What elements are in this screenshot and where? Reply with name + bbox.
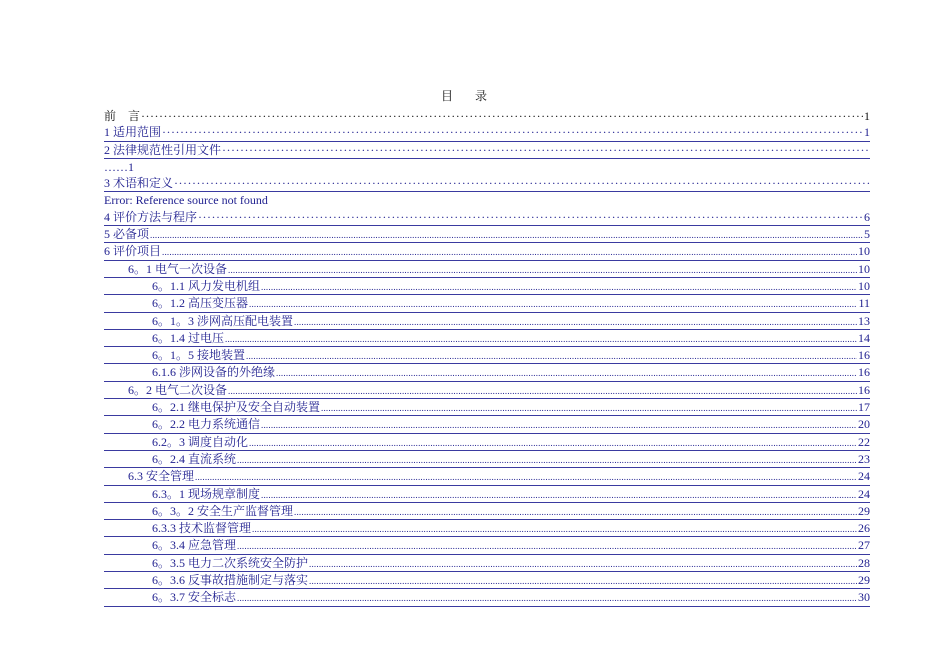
- toc-entry-label: 6。1.1 风力发电机组: [152, 278, 261, 293]
- toc-entry-label: 3 术语和定义: [104, 176, 174, 191]
- toc-entry[interactable]: [104, 451, 870, 468]
- toc-entry-label: 2 法律规范性引用文件: [104, 142, 222, 157]
- toc-leader: [309, 555, 857, 572]
- toc-entry-label: 6。1.4 过电压: [152, 330, 225, 345]
- toc-entry[interactable]: [104, 261, 870, 278]
- toc-entry-norms[interactable]: [104, 142, 870, 159]
- toc-entry-label: 6。1。3 涉网高压配电装置: [152, 313, 294, 328]
- toc-page-number: 17: [858, 400, 870, 415]
- toc-leader: [261, 278, 857, 295]
- table-of-contents: [104, 108, 870, 607]
- toc-page-number: 11: [858, 296, 870, 311]
- toc-entry[interactable]: [104, 468, 870, 485]
- toc-leader: [276, 364, 857, 381]
- toc-leader: [198, 209, 863, 225]
- toc-leader: [174, 175, 870, 191]
- toc-leader: [141, 108, 863, 124]
- toc-leader: [237, 537, 857, 554]
- toc-entry-label: 6.3 安全管理: [128, 469, 195, 484]
- toc-leader: [228, 261, 857, 278]
- toc-entry-label: 6。1.2 高压变压器: [152, 296, 249, 311]
- toc-entry-label: 6。3。2 安全生产监督管理: [152, 503, 294, 518]
- toc-entry[interactable]: [104, 555, 870, 572]
- toc-page-number: 29: [858, 503, 870, 518]
- toc-entry-items[interactable]: [104, 243, 870, 260]
- toc-entry-label: 6.2。3 调度自动化: [152, 434, 249, 449]
- toc-page-number: 20: [858, 417, 870, 432]
- toc-entry-label: 6。2 电气二次设备: [128, 382, 228, 397]
- toc-entry-label: 前 言: [104, 109, 141, 123]
- toc-entry-label: 6 评价项目: [104, 244, 162, 259]
- toc-entry-norms-continued[interactable]: [104, 159, 870, 175]
- toc-entry-label: 6。3.4 应急管理: [152, 538, 237, 553]
- toc-leader: [294, 313, 857, 330]
- toc-page-number: 24: [858, 486, 870, 501]
- toc-entry[interactable]: [104, 313, 870, 330]
- toc-leader: [228, 382, 857, 399]
- toc-entry-label: 6。1 电气一次设备: [128, 261, 228, 276]
- toc-page-number: 22: [858, 434, 870, 449]
- toc-leader: [261, 486, 857, 503]
- toc-leader: [222, 142, 870, 158]
- toc-entry[interactable]: [104, 434, 870, 451]
- toc-entry-terms[interactable]: [104, 175, 870, 192]
- toc-entry-terms-error[interactable]: [104, 192, 870, 208]
- toc-entry[interactable]: [104, 330, 870, 347]
- toc-leader: [252, 520, 857, 537]
- toc-page-number: 16: [858, 365, 870, 380]
- toc-leader: [162, 124, 863, 140]
- page-title: 目录: [440, 89, 509, 103]
- toc-entry-preface: [104, 108, 870, 124]
- toc-entry[interactable]: [104, 295, 870, 312]
- toc-entry[interactable]: [104, 278, 870, 295]
- toc-page-number: 14: [858, 330, 870, 345]
- toc-entry-method[interactable]: [104, 209, 870, 226]
- toc-page-number: 6: [864, 209, 870, 224]
- toc-entry-label: 6。3.5 电力二次系统安全防护: [152, 555, 309, 570]
- toc-leader: [237, 451, 857, 468]
- toc-page-number: 10: [858, 244, 870, 259]
- toc-subentries: [104, 261, 870, 607]
- toc-entry-label: 5 必备项: [104, 227, 150, 242]
- toc-leader: [162, 243, 857, 260]
- toc-page-number: 28: [858, 555, 870, 570]
- toc-entry-label: 4 评价方法与程序: [104, 209, 198, 224]
- toc-page-number: 27: [858, 538, 870, 553]
- toc-leader: [309, 572, 857, 589]
- toc-entry[interactable]: [104, 364, 870, 381]
- toc-entry[interactable]: [104, 399, 870, 416]
- toc-leader: [237, 589, 857, 606]
- toc-entry-label: 1 适用范围: [104, 125, 162, 140]
- toc-leader: [321, 399, 857, 416]
- toc-page-number: 5: [864, 227, 870, 242]
- toc-entry-label: 6。2.1 继电保护及安全自动装置: [152, 400, 321, 415]
- toc-entry-label: 6。3.7 安全标志: [152, 590, 237, 605]
- toc-entry-label: 6.3.3 技术监督管理: [152, 521, 252, 536]
- toc-page-number: 13: [858, 313, 870, 328]
- toc-entry[interactable]: [104, 382, 870, 399]
- toc-page-number: 29: [858, 573, 870, 588]
- toc-page-number: 24: [858, 469, 870, 484]
- toc-page-number: 16: [858, 348, 870, 363]
- toc-entry[interactable]: [104, 589, 870, 606]
- toc-leader: [246, 347, 857, 364]
- toc-page-number: 1: [128, 159, 134, 174]
- toc-page-number: 23: [858, 451, 870, 466]
- toc-leader: [195, 468, 857, 485]
- toc-leader: [150, 226, 863, 243]
- toc-entry[interactable]: [104, 503, 870, 520]
- reference-error-text: Error: Reference source not found: [104, 193, 268, 208]
- toc-entry-scope[interactable]: [104, 124, 870, 141]
- toc-leader: [225, 330, 857, 347]
- toc-entry-label: 6。2.4 直流系统: [152, 451, 237, 466]
- toc-entry-label: 6。3.6 反事故措施制定与落实: [152, 573, 309, 588]
- toc-entry[interactable]: [104, 486, 870, 503]
- toc-page-number: 30: [858, 590, 870, 605]
- toc-page-number: 16: [858, 382, 870, 397]
- toc-entry[interactable]: [104, 416, 870, 433]
- toc-page-number: 10: [858, 261, 870, 276]
- toc-entry[interactable]: [104, 537, 870, 554]
- toc-leader: [249, 434, 857, 451]
- toc-leader: [261, 416, 857, 433]
- toc-entry[interactable]: [104, 572, 870, 589]
- toc-leader: [249, 295, 857, 312]
- toc-leader: ……: [104, 159, 128, 174]
- toc-page-number: 26: [858, 521, 870, 536]
- toc-entry-label: 6。1。5 接地装置: [152, 348, 246, 363]
- toc-entry-label: 6.1.6 涉网设备的外绝缘: [152, 365, 276, 380]
- toc-entry-label: 6。2.2 电力系统通信: [152, 417, 261, 432]
- toc-page-number: 1: [864, 109, 870, 123]
- toc-entry-required[interactable]: [104, 226, 870, 243]
- toc-leader: [294, 503, 857, 520]
- toc-entry[interactable]: [104, 347, 870, 364]
- toc-entry[interactable]: [104, 520, 870, 537]
- toc-entry-label: 6.3。1 现场规章制度: [152, 486, 261, 501]
- toc-page-number: 10: [858, 278, 870, 293]
- toc-page-number: 1: [864, 125, 870, 140]
